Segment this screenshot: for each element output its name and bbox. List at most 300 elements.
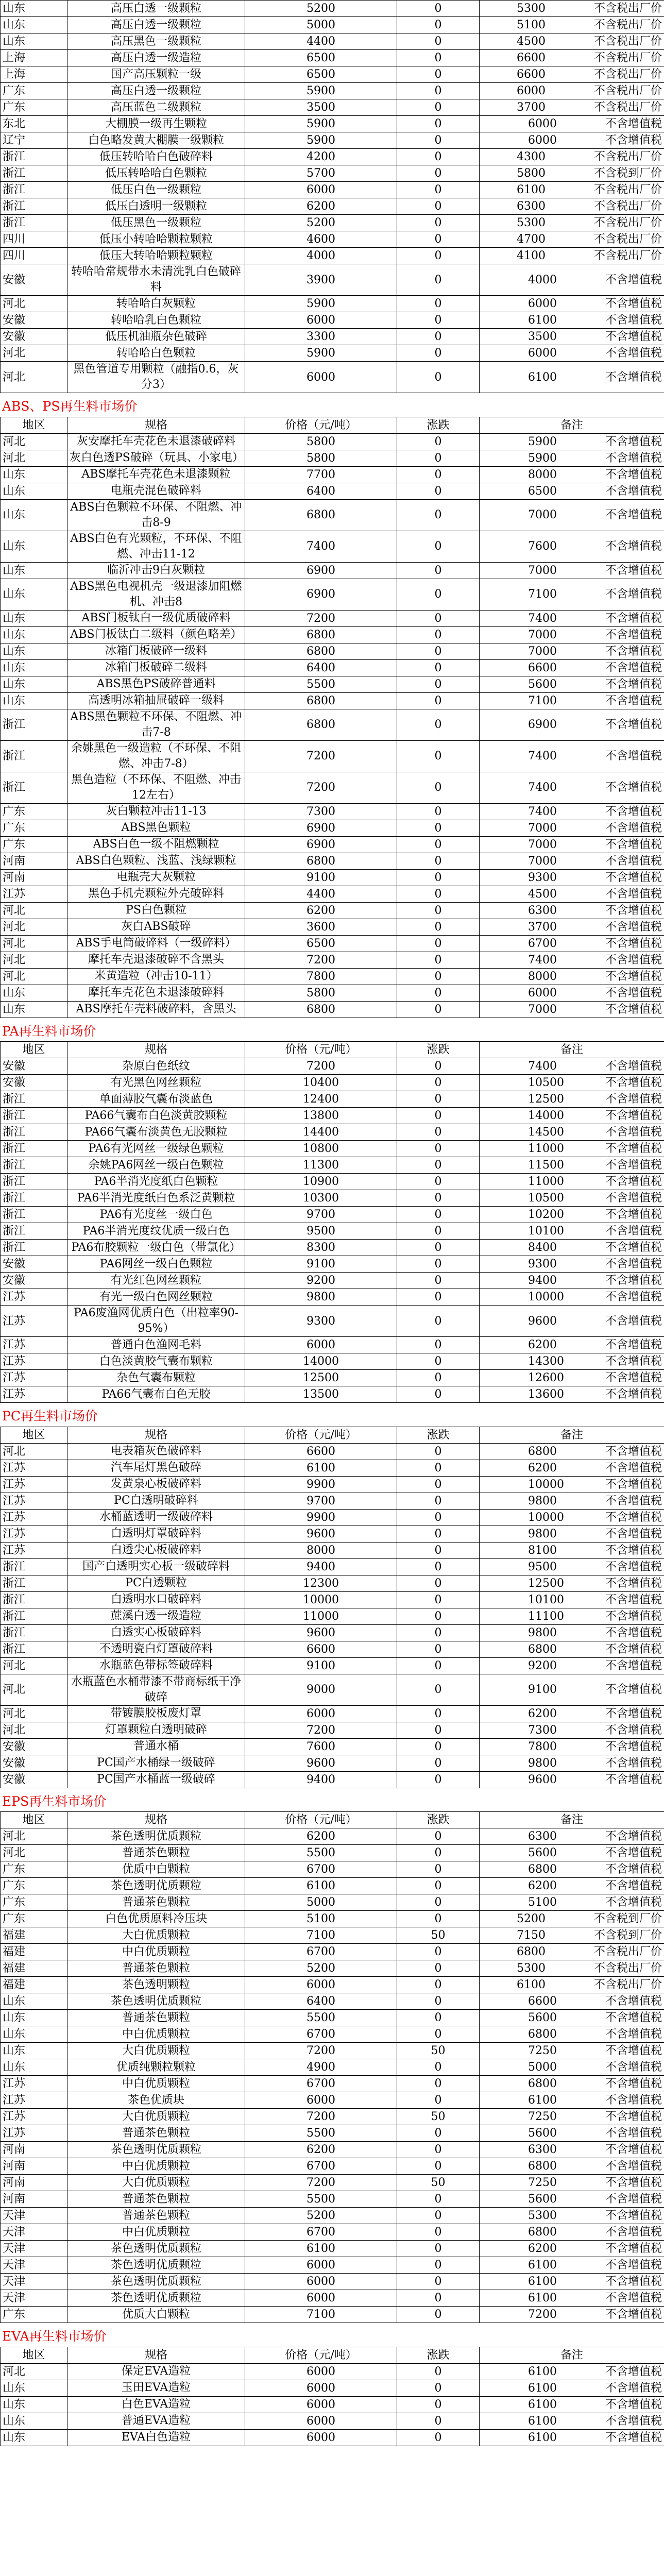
note-cell <box>480 1124 664 1141</box>
note-text: 不含税出厂价 <box>593 1945 662 1958</box>
change-cell: 0 <box>397 1273 480 1289</box>
region-cell: 江苏 <box>1 1526 67 1542</box>
note-cell <box>480 264 664 296</box>
price-value: 5800 <box>307 451 335 465</box>
price-cell <box>245 2142 397 2158</box>
price-value: 5200 <box>307 2 335 15</box>
spec-cell: 低压转哈哈白色破碎料 <box>67 149 245 165</box>
note-text: 不含税出厂价 <box>593 1962 662 1975</box>
price-value: 13500 <box>303 1388 339 1401</box>
note-cell <box>480 1108 664 1124</box>
change-cell: 0 <box>397 2307 480 2323</box>
spec-cell: 电表箱灰色破碎料 <box>67 1443 245 1460</box>
price-cell <box>245 1091 397 1108</box>
price-cell <box>245 2413 397 2429</box>
price-cell <box>245 1190 397 1207</box>
spec-cell: 中白优质颗粒 <box>67 2224 245 2241</box>
price-cell <box>245 2208 397 2224</box>
spec-cell: 白色EVA造粒 <box>67 2396 245 2413</box>
region-cell: 广东 <box>1 99 67 116</box>
change-cell: 0 <box>397 1542 480 1558</box>
price-cell <box>245 99 397 116</box>
table-row <box>1 1240 664 1256</box>
change-cell: 0 <box>397 1944 480 1960</box>
table-row <box>1 1509 664 1526</box>
table-row <box>1 132 664 149</box>
note-text: 不含税出厂价 <box>593 19 662 31</box>
table-row <box>1 2290 664 2307</box>
region-cell: 山东 <box>1 562 67 579</box>
note-text: 不含增值税 <box>605 1846 662 1859</box>
spec-cell: 灯罩颗粒白透明破碎 <box>67 1722 245 1738</box>
table-row <box>1 1306 664 1337</box>
region-cell: 浙江 <box>1 1641 67 1657</box>
change-cell: 0 <box>397 1190 480 1207</box>
table-row <box>1 579 664 610</box>
region-cell: 安徽 <box>1 1058 67 1075</box>
price-cell <box>245 2092 397 2109</box>
note-cell <box>480 312 664 329</box>
price-cell <box>245 1256 397 1273</box>
note-cell <box>480 968 664 985</box>
table-row <box>1 2274 664 2290</box>
spec-cell: ABS黑色颗粒 <box>67 820 245 836</box>
region-cell: 河南 <box>1 853 67 869</box>
note-text: 不含增值税 <box>605 2160 662 2173</box>
note-text: 不含增值税 <box>605 1003 662 1016</box>
price-value: 7100 <box>307 2308 335 2321</box>
change-cell: 0 <box>397 296 480 312</box>
note-cell <box>480 296 664 312</box>
note-text: 不含增值税 <box>605 2127 662 2140</box>
change-cell: 0 <box>397 968 480 985</box>
table-row <box>1 499 664 531</box>
price-value: 9300 <box>307 1314 335 1328</box>
note-cell <box>480 1927 664 1944</box>
price-high: 9800 <box>527 1756 557 1770</box>
note-cell <box>480 2076 664 2092</box>
note-cell <box>480 116 664 132</box>
spec-cell: PC国产水桶蓝一级破碎 <box>67 1771 245 1788</box>
note-text: 不含增值税 <box>605 1511 662 1524</box>
note-text: 不含增值税 <box>605 484 662 498</box>
change-cell: 0 <box>397 1526 480 1542</box>
price-cell <box>245 182 397 198</box>
note-text: 不含增值税 <box>605 1740 662 1753</box>
change-cell: 0 <box>397 1075 480 1091</box>
change-cell: 0 <box>397 1223 480 1240</box>
note-cell <box>480 1174 664 1190</box>
note-cell <box>480 2241 664 2257</box>
price-cell <box>245 329 397 345</box>
price-cell <box>245 579 397 610</box>
note-cell <box>480 853 664 869</box>
price-cell <box>245 33 397 50</box>
price-value: 6700 <box>307 1863 335 1876</box>
note-text: 不含增值税 <box>605 2077 662 2090</box>
change-cell: 0 <box>397 1443 480 1460</box>
price-high: 7100 <box>527 694 557 707</box>
change-cell: 0 <box>397 2396 480 2413</box>
table-row <box>1 1755 664 1771</box>
price-high: 9600 <box>527 1773 557 1786</box>
price-value: 9500 <box>307 1225 335 1238</box>
change-cell: 0 <box>397 83 480 99</box>
region-cell: 江苏 <box>1 886 67 902</box>
note-text: 不含增值税 <box>605 1461 662 1475</box>
price-cell <box>245 1353 397 1370</box>
spec-cell: 黑色手机壳颗粒外壳破碎料 <box>67 886 245 902</box>
change-cell: 0 <box>397 1476 480 1493</box>
change-cell: 0 <box>397 836 480 853</box>
note-text: 不含增值税 <box>605 509 662 521</box>
table-row <box>1 312 664 329</box>
note-cell <box>480 1845 664 1861</box>
price-high: 6200 <box>527 1707 557 1720</box>
price-high: 5900 <box>527 451 557 465</box>
spec-cell: 白色淡黄胶气囊布颗粒 <box>67 1353 245 1370</box>
region-cell: 河南 <box>1 2142 67 2158</box>
note-text: 不含增值税 <box>605 661 662 674</box>
note-text: 不含增值税 <box>605 1126 662 1139</box>
note-cell <box>480 1273 664 1289</box>
price-value: 5900 <box>307 117 335 130</box>
table-row <box>1 740 664 772</box>
price-value: 9100 <box>307 871 335 884</box>
change-cell: 0 <box>397 1058 480 1075</box>
price-high: 6100 <box>527 2431 557 2444</box>
price-cell <box>245 692 397 709</box>
note-text: 不含税出厂价 <box>593 249 662 262</box>
note-cell <box>480 1608 664 1624</box>
price-value: 10400 <box>303 1076 339 1089</box>
price-value: 7100 <box>307 1929 335 1942</box>
price-high: 5100 <box>516 19 546 31</box>
change-cell: 50 <box>397 2109 480 2125</box>
table-row <box>1 2380 664 2396</box>
price-value: 6500 <box>307 52 335 64</box>
note-cell <box>480 579 664 610</box>
price-cell <box>245 1608 397 1624</box>
note-text: 不含税出厂价 <box>593 35 662 48</box>
change-cell: 0 <box>397 935 480 952</box>
table-row <box>1 2142 664 2158</box>
price-value: 6800 <box>307 509 335 521</box>
note-cell <box>480 1306 664 1337</box>
region-cell: 山东 <box>1 2059 67 2076</box>
price-table <box>0 1427 664 1788</box>
note-text: 不含增值税 <box>605 2308 662 2321</box>
region-cell: 河北 <box>1 1722 67 1738</box>
region-cell: 辽宁 <box>1 132 67 149</box>
note-cell <box>480 450 664 466</box>
note-cell <box>480 676 664 692</box>
note-text: 不含增值税 <box>605 1609 662 1623</box>
change-cell: 0 <box>397 1575 480 1591</box>
price-high: 6800 <box>527 2028 557 2041</box>
price-high: 5600 <box>527 2011 557 2024</box>
table-row <box>1 2158 664 2175</box>
note-text: 不含增值税 <box>605 871 662 884</box>
price-high: 9800 <box>527 1494 557 1507</box>
spec-cell: 有光黑色网丝颗粒 <box>67 1075 245 1091</box>
price-high: 7400 <box>527 953 557 967</box>
price-value: 5900 <box>307 297 335 310</box>
spec-cell: ABS门板钛白一级优质破碎料 <box>67 610 245 626</box>
spec-cell: 高压白透一级造粒 <box>67 50 245 66</box>
spec-cell: 水桶蓝透明一级破碎料 <box>67 1509 245 1526</box>
region-cell: 河北 <box>1 433 67 450</box>
price-high: 14000 <box>527 1109 564 1122</box>
price-value: 5000 <box>307 19 335 31</box>
price-high: 6800 <box>527 1863 557 1876</box>
change-cell: 0 <box>397 132 480 149</box>
region-cell: 山东 <box>1 659 67 676</box>
note-text: 不含增值税 <box>605 2011 662 2024</box>
table-row <box>1 66 664 83</box>
header-name: 规格 <box>67 1812 245 1828</box>
price-value: 5200 <box>307 2209 335 2222</box>
region-cell: 河北 <box>1 450 67 466</box>
region-cell: 安徽 <box>1 1771 67 1788</box>
price-value: 9600 <box>307 1527 335 1540</box>
price-cell <box>245 165 397 182</box>
region-cell: 江苏 <box>1 1460 67 1476</box>
note-cell <box>480 483 664 499</box>
note-text: 不含增值税 <box>605 1494 662 1507</box>
region-cell: 山东 <box>1 33 67 50</box>
note-cell <box>480 1509 664 1526</box>
price-high: 6800 <box>516 1945 546 1958</box>
note-text: 不含税到厂价 <box>593 1912 662 1925</box>
note-text: 不含增值税 <box>605 612 662 625</box>
spec-cell: 冰箱门板破碎二级料 <box>67 659 245 676</box>
price-value: 3900 <box>307 273 335 286</box>
price-cell <box>245 450 397 466</box>
price-high: 9400 <box>527 1274 557 1287</box>
table-row <box>1 659 664 676</box>
change-cell: 0 <box>397 1141 480 1157</box>
note-text: 不含增值税 <box>605 273 662 286</box>
spec-cell: PA6半消光度纸白色系泛黄颗粒 <box>67 1190 245 1207</box>
price-high: 6900 <box>527 718 557 731</box>
note-cell <box>480 626 664 643</box>
price-high: 12500 <box>527 1093 564 1106</box>
note-text: 不含增值税 <box>605 645 662 658</box>
change-cell: 0 <box>397 1828 480 1845</box>
table-row <box>1 2241 664 2257</box>
spec-cell: 普通茶色颗粒 <box>67 2208 245 2224</box>
region-cell: 山东 <box>1 466 67 483</box>
price-high: 6800 <box>527 2077 557 2090</box>
spec-cell: PA6有光网丝一级绿色颗粒 <box>67 1141 245 1157</box>
region-cell: 山东 <box>1 1993 67 2010</box>
change-cell: 0 <box>397 215 480 231</box>
note-text: 不含增值税 <box>605 1707 662 1720</box>
price-cell <box>245 1526 397 1542</box>
region-cell: 浙江 <box>1 1091 67 1108</box>
section-title: EPS再生料市场价 <box>2 1793 107 1809</box>
table-row <box>1 2059 664 2076</box>
region-cell: 江苏 <box>1 1476 67 1493</box>
note-text: 不含增值税 <box>605 937 662 950</box>
header-row <box>1 1812 664 1828</box>
spec-cell: 普通茶色颗粒 <box>67 1960 245 1977</box>
note-cell <box>480 2191 664 2208</box>
region-cell: 广东 <box>1 836 67 853</box>
region-cell: 江苏 <box>1 1306 67 1337</box>
price-table <box>0 2347 664 2446</box>
note-text: 不含增值税 <box>605 887 662 901</box>
spec-cell: PC国产水桶绿一级破碎 <box>67 1755 245 1771</box>
note-text: 不含税出厂价 <box>593 101 662 114</box>
note-cell <box>480 132 664 149</box>
price-value: 10900 <box>303 1175 339 1188</box>
spec-cell: PA66气囊布白色无胶 <box>67 1386 245 1403</box>
price-cell <box>245 1845 397 1861</box>
price-value: 7400 <box>307 540 335 553</box>
section-title: EVA再生料市场价 <box>2 2329 107 2344</box>
note-cell <box>480 1911 664 1927</box>
note-cell <box>480 659 664 676</box>
price-value: 6400 <box>307 484 335 498</box>
price-cell <box>245 264 397 296</box>
change-cell: 0 <box>397 886 480 902</box>
header-change: 涨跌 <box>397 1427 480 1443</box>
table-row <box>1 772 664 803</box>
change-cell: 0 <box>397 1240 480 1256</box>
note-cell <box>480 1960 664 1977</box>
price-value: 4400 <box>307 887 335 901</box>
change-cell: 0 <box>397 231 480 248</box>
price-value: 10300 <box>303 1192 339 1205</box>
region-cell: 山东 <box>1 17 67 33</box>
price-value: 7200 <box>307 2044 335 2057</box>
table-row <box>1 1738 664 1755</box>
note-text: 不含增值税 <box>605 1388 662 1401</box>
spec-cell: ABS白色颗粒不环保、不阻燃、冲击8-9 <box>67 499 245 531</box>
region-cell: 安徽 <box>1 1075 67 1091</box>
table-row <box>1 1353 664 1370</box>
change-cell: 0 <box>397 1509 480 1526</box>
note-text: 不含增值税 <box>605 117 662 130</box>
price-cell <box>245 2396 397 2413</box>
table-row <box>1 1722 664 1738</box>
price-value: 4600 <box>307 233 335 246</box>
table-row <box>1 1075 664 1091</box>
note-text: 不含增值税 <box>605 1159 662 1172</box>
region-cell: 广东 <box>1 1911 67 1927</box>
note-text: 不含增值税 <box>605 628 662 641</box>
note-cell <box>480 562 664 579</box>
spec-cell: PA6有光度丝一级白色 <box>67 1207 245 1223</box>
price-value: 6000 <box>307 2365 335 2378</box>
price-cell <box>245 952 397 968</box>
note-text: 不含税出厂价 <box>593 68 662 81</box>
note-text: 不含增值税 <box>605 838 662 851</box>
change-cell: 0 <box>397 1207 480 1223</box>
region-cell: 河北 <box>1 1828 67 1845</box>
price-value: 6700 <box>307 1945 335 1958</box>
price-high: 6800 <box>527 1445 557 1458</box>
header-change: 涨跌 <box>397 2347 480 2363</box>
region-cell: 河北 <box>1 1657 67 1674</box>
price-high: 9100 <box>527 1683 557 1696</box>
header-change: 涨跌 <box>397 1812 480 1828</box>
header-name: 规格 <box>67 1042 245 1058</box>
spec-cell: 茶色透明优质颗粒 <box>67 2274 245 2290</box>
table-row <box>1 1223 664 1240</box>
price-high: 3700 <box>527 920 557 934</box>
spec-cell: 灰白ABS破碎 <box>67 919 245 935</box>
region-cell: 广东 <box>1 2307 67 2323</box>
note-text: 不含增值税 <box>605 1445 662 1458</box>
note-cell <box>480 1755 664 1771</box>
price-cell <box>245 886 397 902</box>
note-text: 不含增值税 <box>605 2094 662 2107</box>
price-cell <box>245 820 397 836</box>
region-cell: 上海 <box>1 50 67 66</box>
price-cell <box>245 2307 397 2323</box>
table-row <box>1 2175 664 2191</box>
price-value: 3500 <box>307 101 335 114</box>
price-high: 8100 <box>527 1544 557 1557</box>
table-row <box>1 1289 664 1306</box>
change-cell: 0 <box>397 2142 480 2158</box>
price-cell <box>245 1861 397 1878</box>
change-cell: 0 <box>397 2274 480 2290</box>
spec-cell: ABS白色有光颗粒，不环保、不阻燃、冲击11-12 <box>67 531 245 562</box>
price-value: 12400 <box>303 1093 339 1106</box>
price-cell <box>245 1124 397 1141</box>
note-cell <box>480 1828 664 1845</box>
change-cell: 0 <box>397 1493 480 1509</box>
spec-cell: ABS摩托车壳花色未退漆颗粒 <box>67 466 245 483</box>
note-cell <box>480 1190 664 1207</box>
change-cell: 0 <box>397 1306 480 1337</box>
table-row <box>1 1108 664 1124</box>
price-value: 9200 <box>307 1274 335 1287</box>
price-high: 6100 <box>527 2259 557 2272</box>
table-row <box>1 2109 664 2125</box>
price-value: 6600 <box>307 1642 335 1656</box>
price-high: 5600 <box>527 677 557 691</box>
section-title: PC再生料市场价 <box>2 1409 98 1423</box>
price-value: 7200 <box>307 781 335 794</box>
note-text: 不含增值税 <box>605 1560 662 1573</box>
price-value: 9600 <box>307 1626 335 1639</box>
price-cell <box>245 1001 397 1018</box>
note-cell <box>480 2307 664 2323</box>
note-text: 不含增值税 <box>605 677 662 691</box>
price-value: 9400 <box>307 1560 335 1573</box>
price-value: 7600 <box>307 1740 335 1753</box>
spec-cell: 高压白透一级颗粒 <box>67 83 245 99</box>
region-cell: 山东 <box>1 2026 67 2043</box>
region-cell: 山东 <box>1 610 67 626</box>
price-cell <box>245 312 397 329</box>
change-cell: 0 <box>397 2191 480 2208</box>
price-high: 6600 <box>516 68 546 81</box>
change-cell: 0 <box>397 1641 480 1657</box>
spec-cell: PC白透明破碎料 <box>67 1493 245 1509</box>
price-high: 6100 <box>527 370 557 384</box>
spec-cell: 白透实心板破碎料 <box>67 1624 245 1641</box>
price-high: 12500 <box>527 1577 564 1590</box>
note-text: 不含增值税 <box>605 2292 662 2304</box>
change-cell: 0 <box>397 2158 480 2175</box>
region-cell: 江苏 <box>1 1289 67 1306</box>
